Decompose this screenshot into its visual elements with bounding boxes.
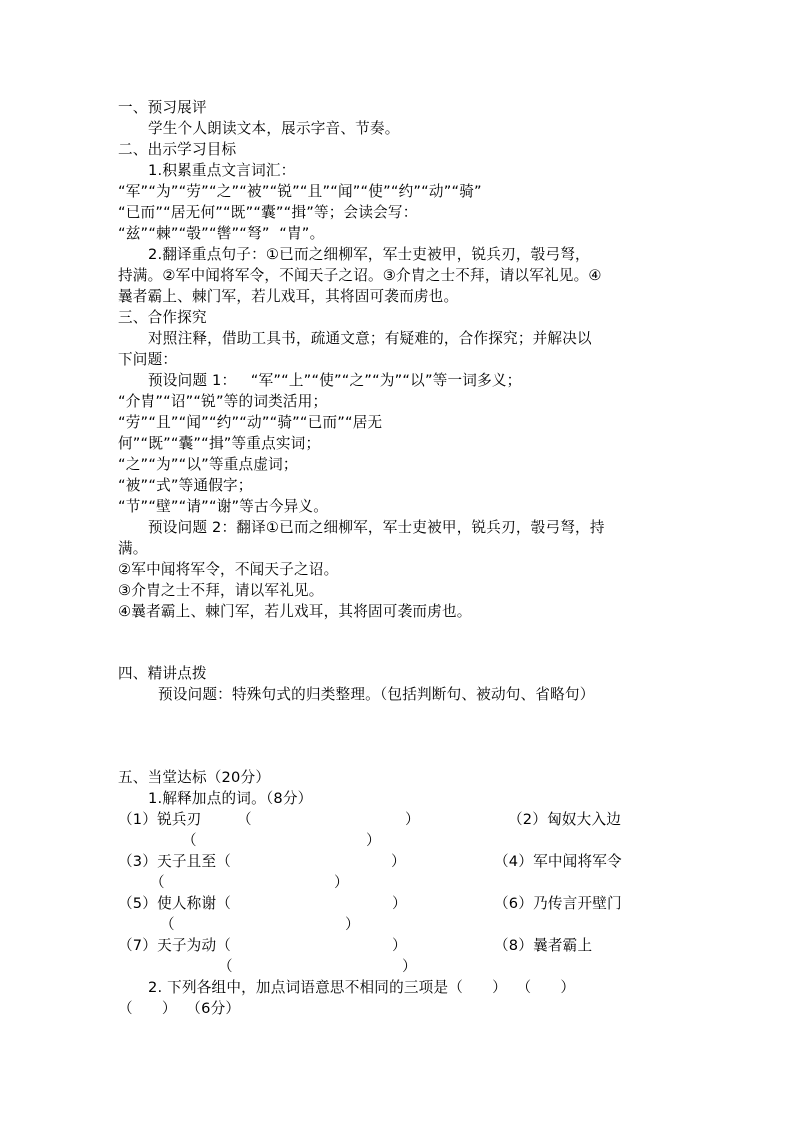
- item-2-close-paren: ）: [366, 832, 381, 849]
- section-2-line-7: 曩者霸上、棘门军，若儿戏耳，其将固可袭而虏也。: [118, 288, 459, 305]
- item-1-close-paren: ）: [405, 811, 420, 828]
- item-6-label: （6）乃传言开壁门: [494, 895, 622, 912]
- item-6-close-paren: ）: [345, 916, 360, 933]
- section-4-heading: 四、精讲点拨: [118, 665, 207, 682]
- item-5-close-paren: ）: [392, 895, 407, 912]
- item-3-close-paren: ）: [391, 853, 406, 870]
- section-2-line-6: 持满。②军中闻将军令，不闻天子之诏。③介胄之士不拜，请以军礼见。④: [118, 267, 602, 284]
- section-5-heading: 五、当堂达标（20分）: [118, 769, 271, 786]
- section-2-line-2: “军”“为”“劳”“之”“被”“锐”“且”“闻”“使”“约”“动”“骑”: [118, 183, 482, 200]
- section-2-heading: 二、出示学习目标: [118, 141, 237, 158]
- item-8-label: （8）曩者霸上: [494, 937, 593, 954]
- section-3-line-6: 何”“既”“囊”“揖”等重点实词；: [118, 435, 321, 452]
- item-5-label: （5）使人称谢（: [118, 895, 232, 912]
- item-2-label: （2）匈奴大入边: [508, 811, 622, 828]
- section-2-line-3: “已而”“居无何”“既”“囊”“揖”等；会读会写：: [118, 204, 418, 221]
- section-3-line-5: “劳”“且”“闻”“约”“动”“骑”“已而”“居无: [118, 414, 383, 431]
- section-3-line-14: ④曩者霸上、棘门军，若儿戏耳，其将固可袭而虏也。: [118, 603, 472, 620]
- question-2-continuation: （ ） （6分）: [118, 1000, 241, 1017]
- section-3-line-8: “被”“式”等通假字；: [118, 477, 253, 494]
- item-8-close-paren: ）: [402, 958, 417, 975]
- section-3-line-7: “之”“为”“以”等重点虚词；: [118, 456, 298, 473]
- section-3-line-2: 下问题：: [118, 351, 178, 368]
- item-8-open-paren: （: [218, 958, 233, 975]
- question-2-prompt: 2. 下列各组中，加点词语意思不相同的三项是（ ） （ ）: [148, 979, 576, 996]
- section-3-line-1: 对照注释，借助工具书，疏通文意；有疑难的，合作探究；并解决以: [148, 330, 592, 347]
- section-3-line-10: 预设问题 2：翻译①已而之细柳军，军士吏被甲，锐兵刃，彀弓弩，持: [148, 519, 605, 536]
- item-6-open-paren: （: [160, 916, 175, 933]
- section-2-line-1: 1.积累重点文言词汇：: [148, 162, 296, 179]
- section-2-line-5: 2.翻译重点句子：①已而之细柳军，军士吏被甲，锐兵刃，彀弓弩，: [148, 246, 590, 263]
- section-3-line-13: ③介胄之士不拜，请以军礼见。: [118, 582, 324, 599]
- section-3-heading: 三、合作探究: [118, 309, 207, 326]
- item-1-open-paren: （: [237, 811, 252, 828]
- item-7-label: （7）天子为动（: [118, 937, 232, 954]
- section-3-line-11: 满。: [118, 540, 148, 557]
- question-1-prompt: 1.解释加点的词。（8分）: [148, 790, 313, 807]
- section-1-heading: 一、预习展评: [118, 99, 207, 116]
- section-3-line-4: “介胄”“诏”“锐”等的词类活用；: [118, 393, 328, 410]
- item-2-open-paren: （: [182, 832, 197, 849]
- section-3-line-9: “节”“壁”“请”“谢”等古今异义。: [118, 498, 329, 515]
- item-4-close-paren: ）: [334, 874, 349, 891]
- section-1-text: 学生个人朗读文本，展示字音、节奏。: [148, 120, 400, 137]
- item-7-close-paren: ）: [392, 937, 407, 954]
- item-1-label: （1）锐兵刃: [118, 811, 202, 828]
- item-4-open-paren: （: [150, 874, 165, 891]
- section-3-line-3: 预设问题 1： “军”“上”“使”“之”“为”“以”等一词多义；: [148, 372, 522, 389]
- section-3-line-12: ②军中闻将军令，不闻天子之诏。: [118, 561, 339, 578]
- item-3-label: （3）天子且至（: [118, 853, 232, 870]
- section-2-line-4: “兹”“棘”“彀”“辔”“弩” “胄”。: [118, 225, 325, 242]
- section-4-text: 预设问题：特殊句式的归类整理。（包括判断句、被动句、省略句）: [158, 686, 595, 703]
- item-4-label: （4）军中闻将军令: [494, 853, 622, 870]
